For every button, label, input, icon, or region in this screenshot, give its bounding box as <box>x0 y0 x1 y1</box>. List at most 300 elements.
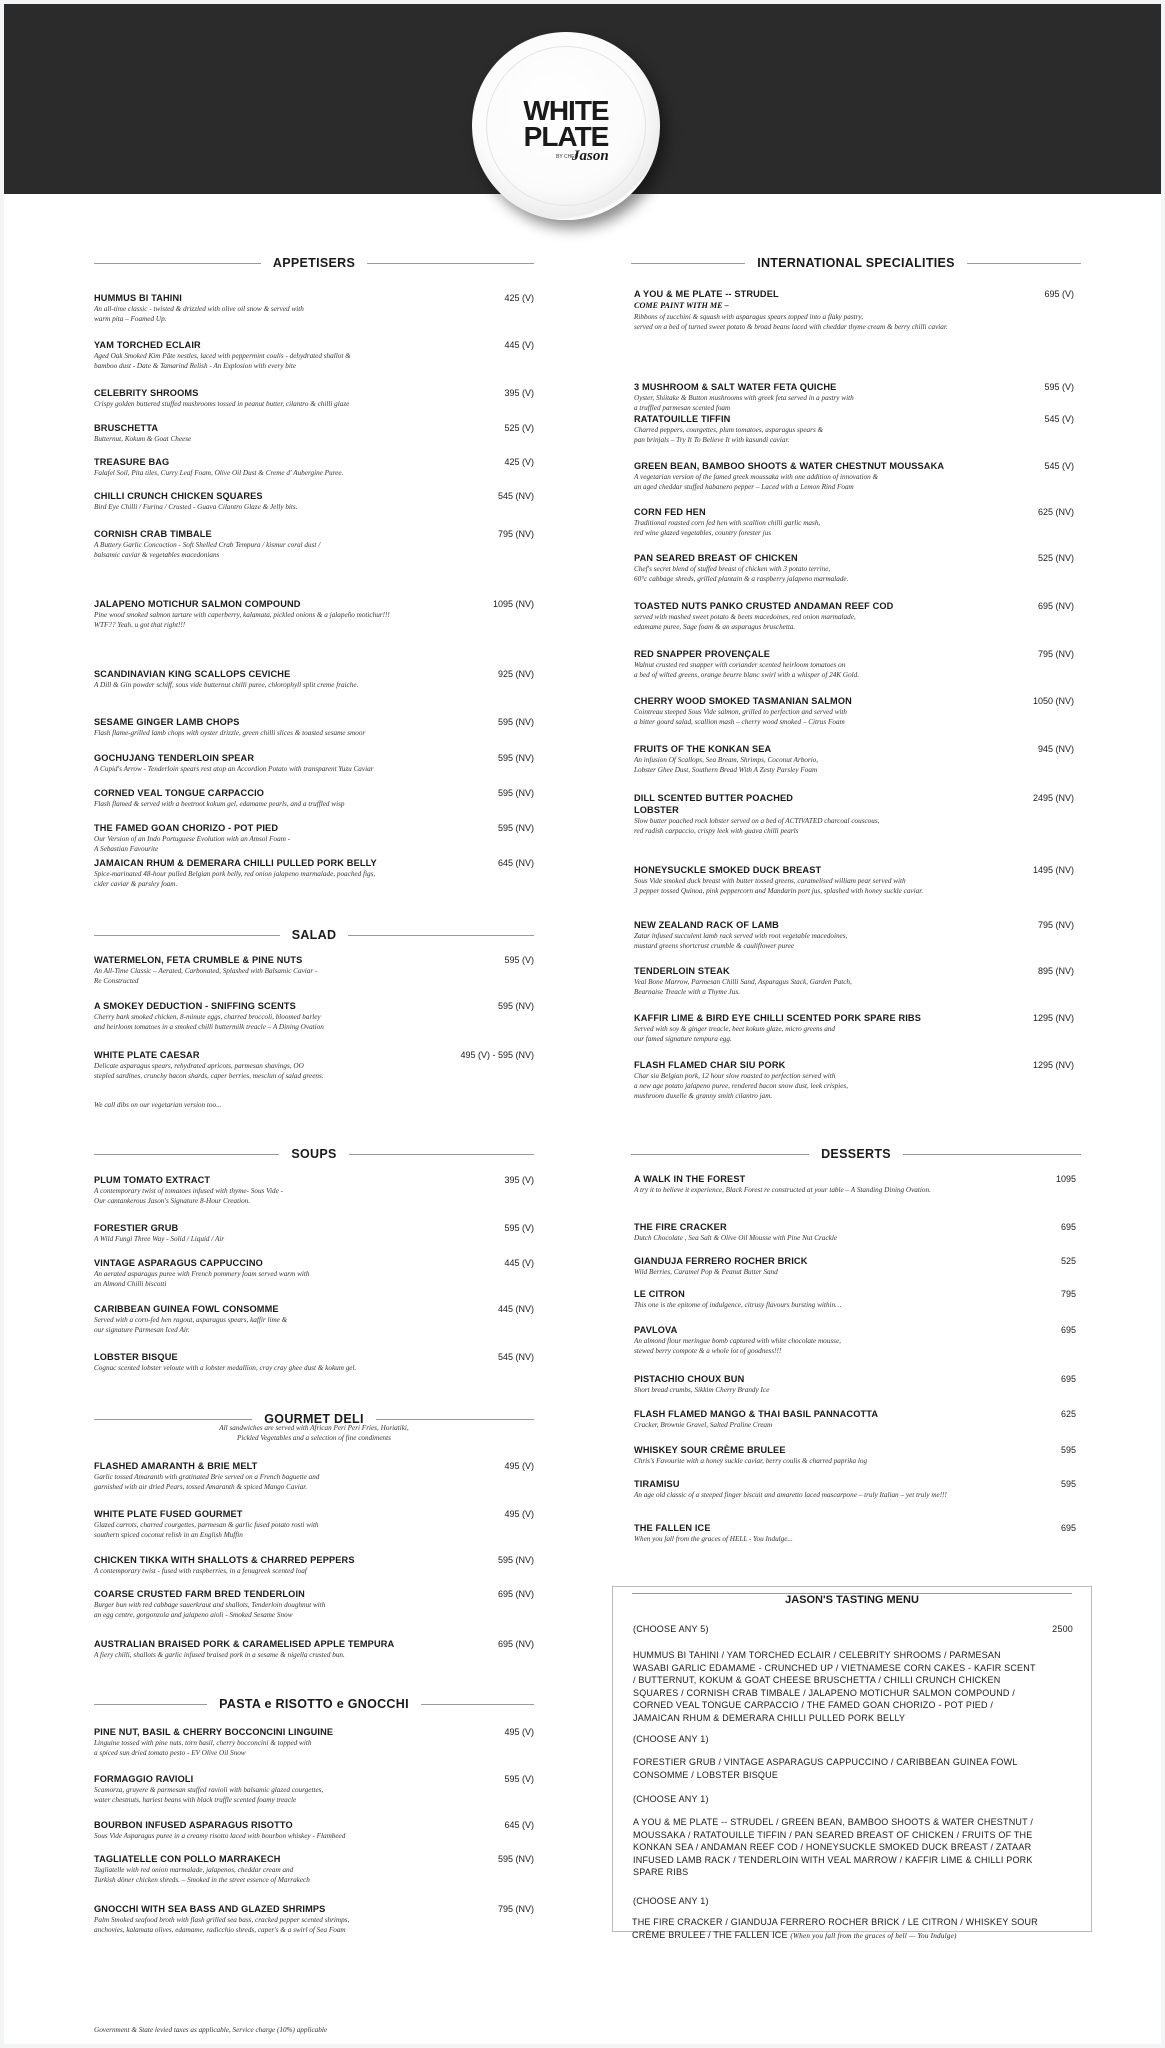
item-description: Flash flamed & served with a beetroot kokum gel, edamame pearls, and a truffled wisp <box>94 800 345 808</box>
international-menu-item <box>634 1059 1074 1101</box>
item-description: Our cantankerous Jason's Signature 8-Hour Creation. <box>94 1197 251 1205</box>
item-description: mustard greens shortcrust crumble & cauliflower puree <box>634 942 795 950</box>
item-description: balsamic caviar & vegetables macedonians <box>94 551 220 559</box>
item-price: 595 (V) <box>504 955 534 965</box>
desserts-menu-item <box>634 1173 1076 1195</box>
heading-gourmet-deli: GOURMET DELI <box>94 1409 534 1429</box>
item-price: 595 (NV) <box>497 717 534 727</box>
item-description: An infusion Of Scallops, Sea Bream, Shrimps, Coconut Arborio, <box>634 756 819 764</box>
item-price: 545 (V) <box>1044 461 1074 471</box>
item-name: THE FIRE CRACKER <box>634 1222 727 1232</box>
item-description: Crispy golden buttered stuffed mushrooms tossed in peanut butter, cilantro & chilli glaze <box>94 400 350 408</box>
item-description: Bearnaise Treacle with a Thyme Jus. <box>634 988 740 996</box>
item-description: Linguine tossed with pine nuts, torn basil, cherry bocconcini & topped with <box>94 1739 312 1747</box>
item-price: 945 (NV) <box>1037 744 1074 754</box>
item-price: 795 (NV) <box>1037 649 1074 659</box>
tasting-list-soups: FORESTIER GRUB / VINTAGE ASPARAGUS CAPPUCCINO / CARIBBEAN GUINEA FOWL CONSOMME / LOBSTER BISQUE <box>633 1757 1018 1780</box>
international-menu-item <box>634 919 1074 951</box>
item-description: served with mashed sweet potato & beets macedoines, red onion marmalade, <box>634 613 856 621</box>
item-price: 1495 (NV) <box>1032 865 1074 875</box>
deli-intro-line: Pickled Vegetables and a selection of fine condiments <box>237 1434 391 1442</box>
item-description: When you fall from the graces of HELL - You Indulge... <box>634 1535 793 1543</box>
tasting-choose-1-soup: (CHOOSE ANY 1) <box>633 1734 709 1744</box>
item-price: 595 (NV) <box>497 1001 534 1011</box>
logo-white: WHITE <box>523 95 609 126</box>
item-name: RATATOUILLE TIFFIN <box>634 414 731 424</box>
item-name: FORESTIER GRUB <box>94 1223 179 1233</box>
item-price: 595 (NV) <box>497 1854 534 1864</box>
international-menu-item <box>634 864 1074 896</box>
item-description: A try it to believe it experience, Black Forest re constructed at your table – A Standing Dining Ovation. <box>634 1186 931 1194</box>
item-price: 695 <box>1060 1523 1076 1533</box>
heading-international: INTERNATIONAL SPECIALITIES <box>631 253 1081 273</box>
desserts-menu-item <box>634 1221 1076 1243</box>
item-name: CARIBBEAN GUINEA FOWL CONSOMME <box>94 1304 279 1314</box>
appetisers-menu-item <box>94 528 534 560</box>
item-description: A Buttery Garlic Concoction - Soft Shelled Crab Tempura / kismur coral dust / <box>94 541 321 549</box>
item-description: bamboo dust - Date & Tamarind Relish - An Explosion with every bite <box>94 362 297 370</box>
item-price: 395 (V) <box>504 1175 534 1185</box>
soups-menu-item <box>94 1351 534 1373</box>
item-name: TENDERLOIN STEAK <box>634 966 730 976</box>
heading-soups: SOUPS <box>94 1144 534 1164</box>
deli-menu-item <box>94 1638 534 1660</box>
appetisers-menu-item <box>94 857 534 889</box>
item-description: Bird Eye Chilli / Furina / Crusted - Guava Cilantro Glaze & Jelly bits. <box>94 503 298 511</box>
item-description: Oyster, Shiitake & Button mushrooms with greek feta served in a pastry with <box>634 394 854 402</box>
appetisers-menu-item <box>94 456 534 478</box>
appetisers-menu-item <box>94 668 534 690</box>
item-description: Cracker, Brownie Gravel, Salted Praline Cream <box>634 1421 773 1429</box>
item-price: 695 (NV) <box>1037 601 1074 611</box>
item-description: Aged Oak Smoked Kim Pâte nestles, laced with peppermint coulis - dehydrated shallot & <box>94 352 351 360</box>
item-price: 1095 (NV) <box>492 599 534 609</box>
item-price: 445 (V) <box>504 340 534 350</box>
item-description: stepled sardines, crunchy bacon shards, caper berries, mesclun of salad greens. <box>94 1072 324 1080</box>
item-description: Delicate asparagus spears, rehydrated apricots, parmesan shavings, OO <box>94 1062 304 1070</box>
pasta-menu-item <box>94 1819 534 1841</box>
heading-desserts: DESSERTS <box>631 1144 1081 1164</box>
item-name: NEW ZEALAND RACK OF LAMB <box>634 920 779 930</box>
item-price: 2495 (NV) <box>1032 793 1074 803</box>
item-description: Dutch Chocolate , Sea Salt & Olive Oil Mousse with Pine Nut Crackle <box>634 1234 838 1242</box>
item-name: WATERMELON, FETA CRUMBLE & PINE NUTS <box>94 955 303 965</box>
item-name: AUSTRALIAN BRAISED PORK & CARAMELISED APPLE TEMPURA <box>94 1639 395 1649</box>
desserts-menu-item <box>634 1478 1076 1500</box>
item-price: 1095 <box>1055 1174 1076 1184</box>
item-price: 645 (NV) <box>497 858 534 868</box>
appetisers-menu-item <box>94 752 534 774</box>
item-name: PLUM TOMATO EXTRACT <box>94 1175 211 1185</box>
item-description: A Sebastian Favourite <box>94 845 159 853</box>
heading-salad: SALAD <box>94 925 534 945</box>
item-price: 695 (NV) <box>497 1639 534 1649</box>
item-name: CORN FED HEN <box>634 507 706 517</box>
item-description: Falafel Soil, Pita tiles, Curry Leaf Foam, Olive Oil Dust & Creme d' Aubergine Puree. <box>94 469 344 477</box>
item-description: an egg centre, gorgonzola and jalapeno aioli - Smoked Sesame Snow <box>94 1611 293 1619</box>
deli-intro-line: All sandwiches are served with African Peri Peri Fries, Horiatiki, <box>219 1424 409 1432</box>
item-name: PINE NUT, BASIL & CHERRY BOCCONCINI LINGUINE <box>94 1727 334 1737</box>
item-description: A Dill & Gin powder schiff, sous vide butternut chilli puree, chlorophyll split creme fraiche. <box>94 681 359 689</box>
item-price: 695 <box>1060 1325 1076 1335</box>
item-name: TAGLIATELLE CON POLLO MARRAKECH <box>94 1854 281 1864</box>
item-price: 1295 (NV) <box>1032 1060 1074 1070</box>
desserts-menu-item <box>634 1324 1076 1356</box>
item-price: 695 (NV) <box>497 1589 534 1599</box>
item-description: Cherry bark smoked chicken, 8-minute eggs, charred broccoli, bloomed barley <box>94 1013 321 1021</box>
item-description: Tagliatelle with red onion marmalade, jalapenos, cheddar cream and <box>94 1866 294 1874</box>
item-name: BOURBON INFUSED ASPARAGUS RISOTTO <box>94 1820 293 1830</box>
item-description: southern spiced coconut relish in an English Muffin <box>94 1531 243 1539</box>
item-name: HUMMUS BI TAHINI <box>94 293 182 303</box>
item-name: PAVLOVA <box>634 1325 678 1335</box>
item-description: and heirloom tomatoes in a smoked chilli buttermilk treacle – A Dining Ovation <box>94 1023 324 1031</box>
item-description: Walnut crusted red snapper with coriander scented heirloom tomatoes on <box>634 661 846 669</box>
item-name: VINTAGE ASPARAGUS CAPPUCCINO <box>94 1258 263 1268</box>
item-description: Re Constructed <box>94 977 139 985</box>
salad-menu-item <box>94 1049 534 1081</box>
pasta-menu-item <box>94 1773 534 1805</box>
item-name: CHERRY WOOD SMOKED TASMANIAN SALMON <box>634 696 852 706</box>
item-description: Flash flame-grilled lamb chops with oyster drizzle, green chilli slices & toasted sesame smoor <box>94 729 366 737</box>
tasting-menu-box <box>612 1586 1092 1932</box>
item-price: 695 <box>1060 1374 1076 1384</box>
item-name: TOASTED NUTS PANKO CRUSTED ANDAMAN REEF COD <box>634 601 894 611</box>
item-description: red radish carpaccio, crispy leek with guava chilli pearls <box>634 827 799 835</box>
item-description: Wild Berries, Caramel Pop & Peanut Butter Sand <box>634 1268 778 1276</box>
item-price: 1295 (NV) <box>1032 1013 1074 1023</box>
item-name: CELEBRITY SHROOMS <box>94 388 199 398</box>
item-name: FLASH FLAMED CHAR SIU PORK <box>634 1060 786 1070</box>
item-name: WHITE PLATE CAESAR <box>94 1050 200 1060</box>
item-price: 595 (NV) <box>497 823 534 833</box>
item-price: 795 (NV) <box>497 529 534 539</box>
item-name: A YOU & ME PLATE -- STRUDEL <box>634 289 779 299</box>
item-name: THE FALLEN ICE <box>634 1523 711 1533</box>
item-price: 595 (NV) <box>497 1555 534 1565</box>
deli-menu-item <box>94 1554 534 1576</box>
international-menu-item <box>634 506 1074 538</box>
item-description: cider caviar & parsley foam. <box>94 880 178 888</box>
item-name: PAN SEARED BREAST OF CHICKEN <box>634 553 798 563</box>
item-description: An All-Time Classic – Aerated, Carbonated, Splashed with Balsamic Caviar - <box>94 967 318 975</box>
item-name: SESAME GINGER LAMB CHOPS <box>94 717 240 727</box>
international-menu-item <box>634 552 1074 584</box>
appetisers-menu-item <box>94 598 534 630</box>
international-menu-item <box>634 965 1074 997</box>
item-description: Sous Vide Asparagus puree in a creamy risotto laced with bourbon whiskey - Flambeed <box>94 1832 346 1840</box>
item-price: 495 (V) <box>504 1509 534 1519</box>
item-name: TREASURE BAG <box>94 457 170 467</box>
international-menu-item <box>634 288 1074 332</box>
item-name: RED SNAPPER PROVENÇALE <box>634 649 771 659</box>
item-name: DILL SCENTED BUTTER POACHED <box>634 793 794 803</box>
item-description: Spice-marinated 48-hour pulled Belgian pork belly, red onion jalapeno marmalade, poached figs, <box>94 870 376 878</box>
item-description: Scamorza, gruyere & parmesan stuffed ravioli with balsamic glazed courgettes, <box>94 1786 324 1794</box>
deli-menu-item <box>94 1588 534 1620</box>
item-description: Turkish döner chicken shreds. – Smoked in the street essence of Marrakech <box>94 1876 310 1884</box>
item-description: pan brinjals – Try It To Believe It with kasundi caviar. <box>634 436 790 444</box>
item-description: an aged cheddar stuffed habanero pepper – Laced with a Lemon Rind Foam <box>634 483 854 491</box>
item-description: Traditional roasted corn fed hen with scallion chilli garlic mash, <box>634 519 821 527</box>
international-menu-item <box>634 1012 1074 1044</box>
item-description: WTF?? Yeah, u got that right!!! <box>94 621 186 629</box>
tasting-title: JASON'S TASTING MENU <box>613 1593 1091 1607</box>
item-description: Chris's Favourite with a honey suckle caviar, berry coulis & charred paprika log <box>634 1457 868 1465</box>
item-description: Burger bun with red cabbage sauerkraut and shallots, Tenderloin doughnut with <box>94 1601 326 1609</box>
item-name: GOCHUJANG TENDERLOIN SPEAR <box>94 753 255 763</box>
tasting-list-mains: A YOU & ME PLATE -- STRUDEL / GREEN BEAN, BAMBOO SHOOTS & WATER CHESTNUT / MOUSSAKA / RATATOUILLE TIFFIN / PAN SEARED BREAST OF CHICKEN / FRUITS OF THE KONKAN SEA / ANDAMAN REEF COD / HONEYSUCKLE SMOKED DUCK BREAST / ZATAAR INFUSED LAMB RACK / TENDERLOIN WITH VEAL MARROW / KAFFIR LIME & CHILLI PORK SPARE RIBS <box>633 1817 1034 1877</box>
item-price: 545 (V) <box>1044 414 1074 424</box>
item-name: GIANDUJA FERRERO ROCHER BRICK <box>634 1256 808 1266</box>
desserts-menu-item <box>634 1288 1076 1310</box>
desserts-menu-item <box>634 1373 1076 1395</box>
item-name: PISTACHIO CHOUX BUN <box>634 1374 745 1384</box>
salad-note: We call dibs on our vegetarian version too... <box>94 1101 222 1109</box>
item-price: 595 <box>1060 1445 1076 1455</box>
item-description: Garlic tossed Amaranth with gratinated Brie served on a French baguette and <box>94 1473 320 1481</box>
salad-menu-item <box>94 954 534 986</box>
tasting-price: 2500 <box>1052 1624 1073 1634</box>
item-description: water chestnuts, hariest beans with black truffle scented foamy treacle <box>94 1796 297 1804</box>
item-name: GNOCCHI WITH SEA BASS AND GLAZED SHRIMPS <box>94 1904 326 1914</box>
item-description: A Cupid's Arrow - Tenderloin spears rest atop an Accordion Potato with transparent Yuzu Caviar <box>94 765 374 773</box>
logo-plate-word: PLATE <box>523 121 609 152</box>
appetisers-menu-item <box>94 292 534 324</box>
item-description: Char siu Belgian pork, 12 hour slow roasted to perfection served with <box>634 1072 836 1080</box>
item-description: Sous Vide smoked duck breast with butter tossed greens, caramelised william pear served with <box>634 877 906 885</box>
appetisers-menu-item <box>94 716 534 738</box>
menu-page <box>4 4 1161 2044</box>
item-description: a bed of wilted greens, orange beurre blanc swirl with a whisper of 24K Gold. <box>634 671 860 679</box>
item-description: A fiery chilli, shallots & garlic infused braised pork in a sesame & nigella crusted bun. <box>94 1651 345 1659</box>
item-price: 795 (NV) <box>497 1904 534 1914</box>
item-description: Ribbons of zucchini & squash with asparagus spears topped into a flaky pastry, <box>634 313 864 321</box>
item-description: Slow butter poached rock lobster served on a bed of ACTIVATED charcoal couscous, <box>634 817 880 825</box>
international-menu-item <box>634 600 1074 632</box>
item-name: BRUSCHETTA <box>94 423 159 433</box>
item-description: red wine glazed vegetables, country forester jus <box>634 529 772 537</box>
item-description: garnished with air dried Pears, tossed Amaranth & spiced Mango Caviar. <box>94 1483 308 1491</box>
item-name: WHITE PLATE FUSED GOURMET <box>94 1509 243 1519</box>
item-price: 495 (V) <box>504 1727 534 1737</box>
appetisers-menu-item <box>94 422 534 444</box>
deli-menu-item <box>94 1460 534 1492</box>
tasting-list-desserts-text: THE FIRE CRACKER / GIANDUJA FERRERO ROCHER BRICK / LE CITRON / WHISKEY SOUR CRÈME BRULEE / THE FALLEN ICE (When you fall from the graces of hell — You Indulge) <box>632 1917 1038 1940</box>
item-price: 525 (NV) <box>1037 553 1074 563</box>
international-menu-item <box>634 695 1074 727</box>
heading-pasta: PASTA e RISOTTO e GNOCCHI <box>94 1694 534 1714</box>
desserts-menu-item <box>634 1522 1076 1544</box>
item-name: 3 MUSHROOM & SALT WATER FETA QUICHE <box>634 382 837 392</box>
appetisers-menu-item <box>94 490 534 512</box>
item-description: Zatar infused succulent lamb rack served with root vegetable macedoines, <box>634 932 848 940</box>
item-price: 595 (V) <box>504 1223 534 1233</box>
item-price: 595 <box>1060 1479 1076 1489</box>
appetisers-menu-item <box>94 387 534 409</box>
desserts-menu-item <box>634 1444 1076 1466</box>
item-name: FRUITS OF THE KONKAN SEA <box>634 744 772 754</box>
item-description: a truffled parmesan scented foam <box>634 404 731 412</box>
item-name: A SMOKEY DEDUCTION - SNIFFING SCENTS <box>94 1001 296 1011</box>
item-name: YAM TORCHED ECLAIR <box>94 340 201 350</box>
item-price: 595 (NV) <box>497 753 534 763</box>
item-description: A vegetarian version of the famed greek moussaka with one addition of innovation & <box>634 473 879 481</box>
item-description: Cognac scented lobster veloute with a lobster medallion, cray cray ghee dust & kokum gel. <box>94 1364 357 1372</box>
item-description: Chef's secret blend of stuffed breast of chicken with 3 potato terrine, <box>634 565 831 573</box>
item-price: 425 (V) <box>504 457 534 467</box>
item-name: LE CITRON <box>634 1289 685 1299</box>
item-price: 595 (V) <box>1044 382 1074 392</box>
item-description: Palm Smoked seafood broth with flash grilled sea bass, cracked pepper scented shrimps, <box>94 1916 350 1924</box>
international-menu-item <box>634 460 1074 492</box>
item-price: 625 (NV) <box>1037 507 1074 517</box>
item-name: GREEN BEAN, BAMBOO SHOOTS & WATER CHESTNUT MOUSSAKA <box>634 461 945 471</box>
desserts-menu-item <box>634 1255 1076 1277</box>
item-name: CHILLI CRUNCH CHICKEN SQUARES <box>94 491 263 501</box>
appetisers-menu-item <box>94 787 534 809</box>
item-description: An almond flour meringue bomb captured with white chocolate mousse, <box>634 1337 841 1345</box>
desserts-menu-item <box>634 1408 1076 1430</box>
heading-appetisers: APPETISERS <box>94 253 534 273</box>
item-name: CHICKEN TIKKA WITH SHALLOTS & CHARRED PEPPERS <box>94 1555 355 1565</box>
tax-footer: Government & State levied taxes as applicable, Service charge (10%) applicable <box>94 2026 328 2034</box>
item-price: 445 (V) <box>504 1258 534 1268</box>
item-description: our famed signature tempura egg. <box>634 1035 732 1043</box>
item-price: 395 (V) <box>504 388 534 398</box>
item-description: a bitter gourd salad, scallion mash – cherry wood smoked – Citrus Foam <box>634 718 845 726</box>
item-description: Butternut, Kokum & Goat Cheese <box>94 435 192 443</box>
international-menu-item <box>634 381 1074 413</box>
soups-menu-item <box>94 1257 534 1289</box>
item-name: LOBSTER BISQUE <box>94 1352 178 1362</box>
item-name: THE FAMED GOAN CHORIZO - POT PIED <box>94 823 279 833</box>
international-menu-item <box>634 792 1074 836</box>
item-price: 495 (V) - 595 (NV) <box>460 1050 534 1060</box>
item-name: HONEYSUCKLE SMOKED DUCK BREAST <box>634 865 822 875</box>
salad-menu-item <box>94 1000 534 1032</box>
item-description: A contemporary twist of tomatoes infused with thyme- Sous Vide - <box>94 1187 283 1195</box>
international-menu-item <box>634 743 1074 775</box>
item-description: mushroom duxelle & granny smith cilantro jam. <box>634 1092 773 1100</box>
item-price: 895 (NV) <box>1037 966 1074 976</box>
item-name: JAMAICAN RHUM & DEMERARA CHILLI PULLED PORK BELLY <box>94 858 377 868</box>
item-description: warm pita – Foamed Up. <box>94 315 167 323</box>
item-price: 1050 (NV) <box>1032 696 1074 706</box>
item-description: an Almond Chilli biscotti <box>94 1280 167 1288</box>
soups-menu-item <box>94 1222 534 1244</box>
item-subtitle: COME PAINT WITH ME – <box>634 301 729 310</box>
item-name: FORMAGGIO RAVIOLI <box>94 1774 194 1784</box>
pasta-menu-item <box>94 1726 534 1758</box>
item-description: stewed berry compote & a whole lot of goodness!!! <box>634 1347 782 1355</box>
item-description: An aerated asparagus puree with French pommery foam served warm with <box>94 1270 310 1278</box>
tasting-list-appetisers: HUMMUS BI TAHINI / YAM TORCHED ECLAIR / CELEBRITY SHROOMS / PARMESAN WASABI GARLIC EDAMAME - CRUNCHED UP / VIETNAMESE CORN CAKES - KAFIR SCENT / BUTTERNUT, KOKUM & GOAT CHEESE BRUSCHETTA / CHILLI CRUNCH CHICKEN SQUARES / CORNISH CRAB TIMBALE / JALAPENO MOTICHUR SALMON COMPOUND / CORNED VEAL TONGUE CARPACCIO / THE FAMED GOAN CHORIZO - POT PIED / JAMAICAN RHUM & DEMERARA CHILLI PULLED PORK BELLY <box>633 1650 1036 1723</box>
deli-intro <box>196 1423 432 1443</box>
item-description: This one is the epitome of indulgence, citrusy flavours bursting within… <box>634 1301 842 1309</box>
item-price: 695 <box>1060 1222 1076 1232</box>
logo-chef-signature: Jason <box>572 148 609 164</box>
item-name: JALAPENO MOTICHUR SALMON COMPOUND <box>94 599 301 609</box>
item-name: TIRAMISU <box>634 1479 680 1489</box>
item-description: Our Version of an Indo Portuguese Evolution with an Amsol Foam - <box>94 835 291 843</box>
item-price: 525 (V) <box>504 423 534 433</box>
tasting-choose-1-dessert: (CHOOSE ANY 1) <box>633 1896 709 1906</box>
item-name: CORNISH CRAB TIMBALE <box>94 529 212 539</box>
item-price: 595 (V) <box>504 1774 534 1784</box>
item-description: 3 pepper tossed Quinoa, pink peppercorn and Mandarin port jus, splashed with honey suckle caviar. <box>634 887 923 895</box>
item-description: edamame puree, Sage foam & an asparagus bruschetta. <box>634 623 796 631</box>
item-description: Lobster Ghee Dust, Southern Bread With A Zesty Parsley Foam <box>634 766 818 774</box>
item-price: 495 (V) <box>504 1461 534 1471</box>
item-name: KAFFIR LIME & BIRD EYE CHILLI SCENTED PORK SPARE RIBS <box>634 1013 921 1023</box>
item-description: served on a bed of turned sweet potato & broad beans laced with cheddar thyme cream & berry chilli caviar. <box>634 323 948 331</box>
item-description: An age old classic of a steeped finger biscuit and amaretto laced mascarpone – truly Italian – yet truly me!!! <box>634 1491 947 1499</box>
item-description: our signature Parmesan Iced Air. <box>94 1326 190 1334</box>
item-description: Charred peppers, courgettes, plum tomatoes, asparagus spears & <box>634 426 824 434</box>
item-description: a new age potato jalapeno puree, rendered bacon snow dust, leek crispies, <box>634 1082 848 1090</box>
item-name: SCANDINAVIAN KING SCALLOPS CEVICHE <box>94 669 291 679</box>
item-description: Pine wood smoked salmon tartare with caperberry, kalamata, pickled onions & a jalapeño motichur!!! <box>94 611 390 619</box>
item-price: 545 (NV) <box>497 1352 534 1362</box>
item-price: 445 (NV) <box>497 1304 534 1314</box>
item-name-cont: LOBSTER <box>634 805 679 815</box>
soups-menu-item <box>94 1303 534 1335</box>
item-price: 645 (V) <box>504 1820 534 1830</box>
item-description: Short bread crumbs, Sikkim Cherry Brandy Ice <box>634 1386 770 1394</box>
item-price: 795 <box>1060 1289 1076 1299</box>
item-name: WHISKEY SOUR CRÈME BRULEE <box>634 1445 786 1455</box>
item-description: A Wild Fungi Three Way - Solid / Liquid / Air <box>94 1235 225 1243</box>
international-menu-item <box>634 413 1074 445</box>
item-price: 795 (NV) <box>1037 920 1074 930</box>
item-price: 525 <box>1060 1256 1076 1266</box>
pasta-menu-item <box>94 1903 534 1935</box>
international-menu-item <box>634 648 1074 680</box>
item-description: anchovies, kalamata olives, edamame, radicchio shreds, caper's & a swirl of Sea Foam <box>94 1926 346 1934</box>
item-description: Veal Bone Marrow, Parmesan Chilli Sand, Asparagus Stack, Garden Patch, <box>634 978 852 986</box>
pasta-menu-item <box>94 1853 534 1885</box>
item-price: 595 (NV) <box>497 788 534 798</box>
item-description: Glazed carrots, charred courgettes, parmesan & garlic fused potato rosti with <box>94 1521 319 1529</box>
item-price: 625 <box>1060 1409 1076 1419</box>
item-description: 60°c cabbage shreds, grilled plantain & a raspberry jalapeno marmalade. <box>634 575 849 583</box>
appetisers-menu-item <box>94 822 534 854</box>
item-name: COARSE CRUSTED FARM BRED TENDERLOIN <box>94 1589 305 1599</box>
item-name: FLASHED AMARANTH & BRIE MELT <box>94 1461 258 1471</box>
item-description: Cointreau steeped Sous Vide salmon, grilled to perfection and served with <box>634 708 847 716</box>
soups-menu-item <box>94 1174 534 1206</box>
tasting-choose-5: (CHOOSE ANY 5) 2500 <box>633 1624 1073 1634</box>
item-price: 925 (NV) <box>497 669 534 679</box>
tasting-choose-1-main: (CHOOSE ANY 1) <box>633 1794 709 1804</box>
item-description: An all-time classic - twisted & drizzled with olive oil snow & served with <box>94 305 304 313</box>
item-price: 425 (V) <box>504 293 534 303</box>
item-description: A contemporary twist - fused with raspberries, in a fenugreek scented loaf <box>94 1567 307 1575</box>
appetisers-menu-item <box>94 339 534 371</box>
logo-by-chef: BY CHEF <box>556 154 578 160</box>
deli-menu-item <box>94 1508 534 1540</box>
item-price: 695 (V) <box>1044 289 1074 299</box>
item-description: Served with soy & ginger treacle, beet kokum glaze, micro greens and <box>634 1025 835 1033</box>
item-price: 545 (NV) <box>497 491 534 501</box>
item-name: CORNED VEAL TONGUE CARPACCIO <box>94 788 265 798</box>
item-name: A WALK IN THE FOREST <box>634 1174 746 1184</box>
item-description: Served with a corn-fed hen ragout, asparagus spears, kaffir lime & <box>94 1316 288 1324</box>
item-name: FLASH FLAMED MANGO & THAI BASIL PANNACOTTA <box>634 1409 879 1419</box>
item-description: a spiced sun dried tomato pesto - EV Olive Oil Snow <box>94 1749 246 1757</box>
logo-plate <box>472 32 660 220</box>
